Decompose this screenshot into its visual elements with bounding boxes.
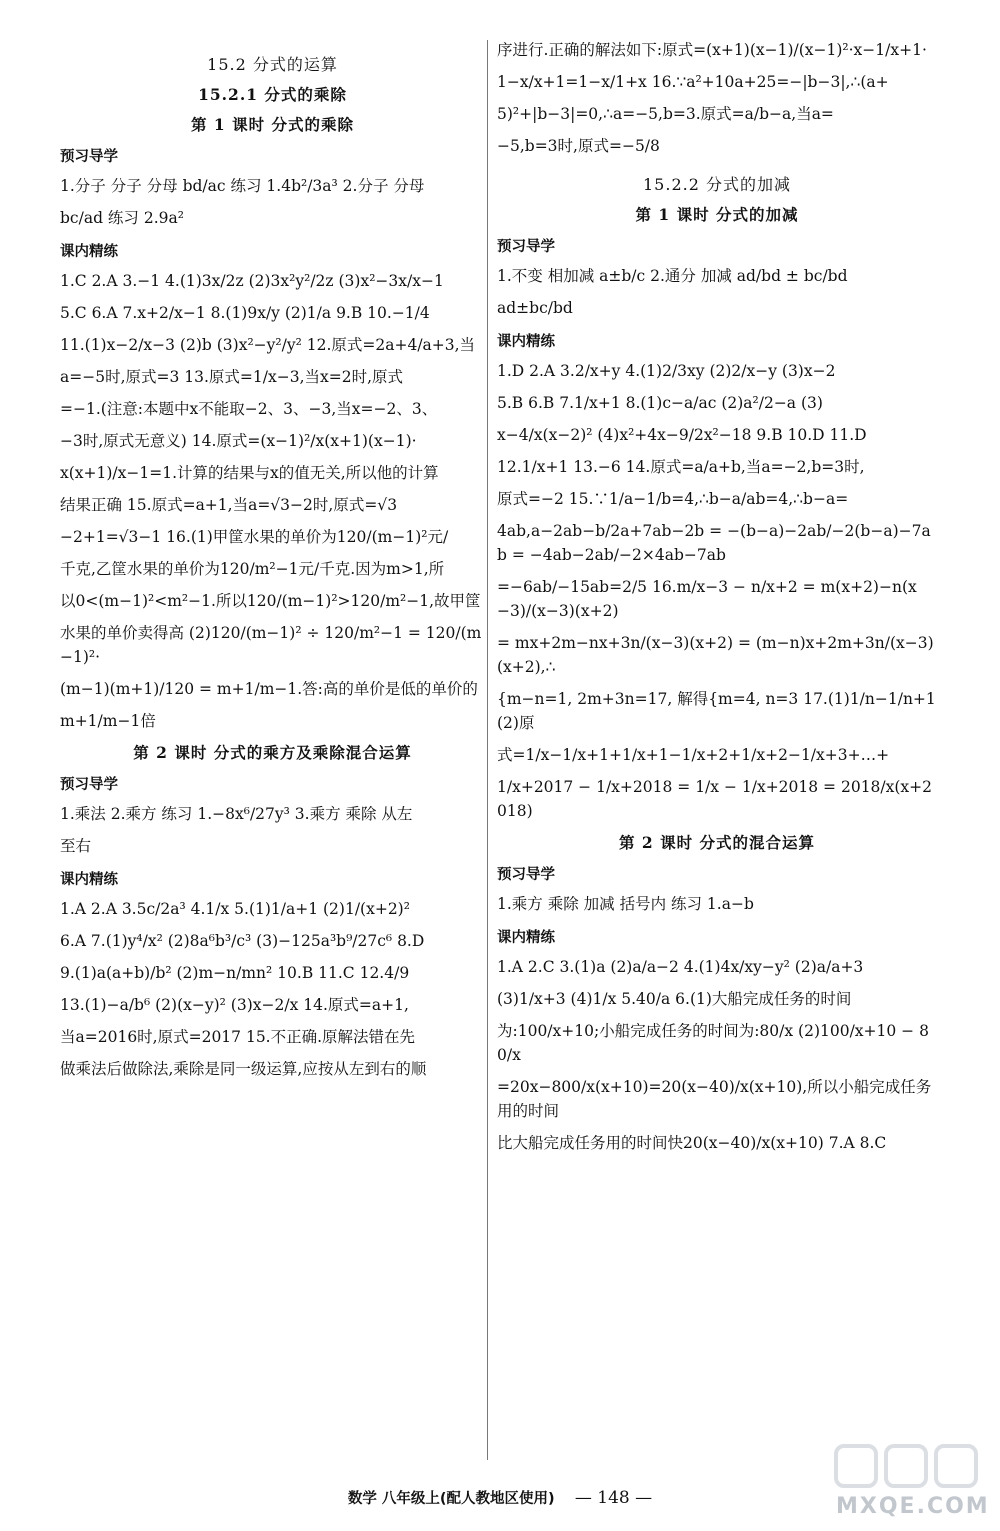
answer-line: m+1/m−1倍 [60, 712, 156, 731]
answer-line: 5.C 6.A 7.x+2/x−1 8.(1)9x/y (2)1/a 9.B 10.−1/4 [60, 304, 430, 323]
answer-line: 千克,乙筐水果的单价为120/m²−1元/千克.因为m>1,所 [60, 560, 445, 579]
answer-line: 13.(1)−a/b⁶ (2)(x−y)² (3)x−2/x 14.原式=a+1, [60, 996, 409, 1015]
preview-label: 预习导学 [60, 777, 118, 794]
watermark-text: MXQE.COM [836, 1494, 990, 1519]
answer-line: 5.B 6.B 7.1/x+1 8.(1)c−a/ac (2)a²/2−a (3) [497, 394, 823, 413]
answer-line: 1/x+2017 − 1/x+2018 = 1/x − 1/x+2018 = 2018/x(x+2018) [497, 778, 933, 821]
answer-line: x−4/x(x−2)² (4)x²+4x−9/2x²−18 9.B 10.D 11.D [497, 426, 867, 445]
answer-line: 1.A 2.A 3.5c/2a³ 4.1/x 5.(1)1/a+1 (2)1/(x+2)² [60, 900, 410, 919]
preview-label: 预习导学 [497, 867, 555, 884]
preview-label: 预习导学 [60, 149, 118, 165]
practice-label: 课内精练 [497, 334, 555, 351]
answer-line: 原式=−2 15.∵1/a−1/b=4,∴b−a/ab=4,∴b−a= [497, 490, 849, 509]
lesson-title: 第 1 课时 分式的乘除 [191, 115, 354, 134]
answer-line: 1.乘法 2.乘方 练习 1.−8x⁶/27y³ 3.乘方 乘除 从左 [60, 805, 413, 824]
practice-label: 课内精练 [60, 872, 118, 889]
answer-line: 1.A 2.C 3.(1)a (2)a/a−2 4.(1)4x/xy−y² (2)a/a+3 [497, 958, 864, 977]
answer-line: =−6ab/−15ab=2/5 16.m/x−3 − n/x+2 = m(x+2)−n(x−3)/(x−3)(x+2) [497, 578, 917, 621]
preview-label: 预习导学 [497, 239, 555, 256]
answer-line: 做乘法后做除法,乘除是同一级运算,应按从左到右的顺 [60, 1060, 427, 1079]
answer-line: a=−5时,原式=3 13.原式=1/x−3,当x=2时,原式 [60, 368, 404, 387]
answer-line: 水果的单价卖得高 (2)120/(m−1)² ÷ 120/m²−1 = 120/(m−1)²· [60, 624, 482, 667]
subsection-title: 15.2.1 分式的乘除 [198, 85, 347, 104]
page-number: — 148 — [574, 1488, 653, 1508]
lesson-title: 第 2 课时 分式的混合运算 [619, 833, 815, 853]
answer-line: −2+1=√3−1 16.(1)甲筐水果的单价为120/(m−1)²元/ [60, 528, 449, 547]
answer-line: 1.分子 分子 分母 bd/ac 练习 1.4b²/3a³ 2.分子 分母 [60, 177, 425, 195]
answer-line: 式=1/x−1/x+1+1/x+1−1/x+2+1/x+2−1/x+3+…+ [497, 746, 890, 765]
answer-line: =20x−800/x(x+10)=20(x−40)/x(x+10),所以小船完成任务用的时间 [497, 1078, 932, 1121]
book-title: 数学 八年级上(配人教地区使用) [347, 1491, 555, 1507]
subsection-title: 15.2.2 分式的加减 [643, 175, 791, 195]
left-column [60, 38, 485, 1089]
answer-line: 9.(1)a(a+b)/b² (2)m−n/mn² 10.B 11.C 12.4/9 [60, 964, 410, 983]
answer-line: 1.不变 相加减 a±b/c 2.通分 加减 ad/bd ± bc/bd [497, 267, 848, 286]
practice-label: 课内精练 [60, 244, 118, 261]
answer-line: (m−1)(m+1)/120 = m+1/m−1.答:高的单价是低的单价的 [60, 680, 478, 699]
answer-line: 以0<(m−1)²<m²−1.所以120/(m−1)²>120/m²−1,故甲筐 [60, 592, 481, 611]
section-title: 15.2 分式的运算 [207, 55, 338, 74]
answer-line: 为:100/x+10;小船完成任务的时间为:80/x (2)100/x+10 − 80/x [497, 1022, 929, 1065]
answer-line: 序进行.正确的解法如下:原式=(x+1)(x−1)/(x−1)²·x−1/x+1· [497, 41, 927, 59]
answer-line: bc/ad 练习 2.9a² [60, 209, 184, 228]
answer-line: 1.乘方 乘除 加减 括号内 练习 1.a−b [497, 895, 754, 914]
answer-line: 5)²+|b−3|=0,∴a=−5,b=3.原式=a/b−a,当a= [497, 105, 834, 124]
answer-line: 1.C 2.A 3.−1 4.(1)3x/2z (2)3x²y²/2z (3)x²−3x/x−1 [60, 272, 444, 291]
answer-line: 当a=2016时,原式=2017 15.不正确.原解法错在先 [60, 1028, 416, 1047]
answer-line: (3)1/x+3 (4)1/x 5.40/a 6.(1)大船完成任务的时间 [497, 990, 852, 1009]
answer-line: x(x+1)/x−1=1.计算的结果与x的值无关,所以他的计算 [60, 464, 439, 483]
answer-line: −3时,原式无意义) 14.原式=(x−1)²/x(x+1)(x−1)· [60, 432, 417, 451]
lesson-title: 第 2 课时 分式的乘方及乘除混合运算 [133, 743, 412, 763]
answer-line: 11.(1)x−2/x−3 (2)b (3)x²−y²/y² 12.原式=2a+4/a+3,当 [60, 336, 476, 355]
answer-line: 1−x/x+1=1−x/1+x 16.∵a²+10a+25=−|b−3|,∴(a+ [497, 73, 889, 92]
answer-line: {m−n=1, 2m+3n=17, 解得{m=4, n=3 17.(1)1/n−1/n+1 (2)原 [497, 690, 936, 733]
answer-line: 比大船完成任务用的时间快20(x−40)/x(x+10) 7.A 8.C [497, 1134, 887, 1153]
lesson-title: 第 1 课时 分式的加减 [635, 205, 799, 225]
answer-line: =−1.(注意:本题中x不能取−2、3、−3,当x=−2、3、 [60, 400, 438, 419]
practice-label: 课内精练 [497, 930, 555, 947]
column-divider [487, 40, 488, 1460]
answer-line: 4ab,a−2ab−b/2a+7ab−2b = −(b−a)−2ab/−2(b−a)−7ab = −4ab−2ab/−2×4ab−7ab [497, 522, 931, 565]
answer-line: −5,b=3时,原式=−5/8 [497, 137, 660, 156]
answer-line: 6.A 7.(1)y⁴/x² (2)8a⁶b³/c³ (3)−125a³b⁹/27c⁶ 8.D [60, 932, 425, 951]
answer-line: ad±bc/bd [497, 299, 573, 318]
answer-line: 至右 [60, 837, 92, 856]
answer-line: 1.D 2.A 3.2/x+y 4.(1)2/3xy (2)2/x−y (3)x−2 [497, 362, 836, 381]
answer-line: 12.1/x+1 13.−6 14.原式=a/a+b,当a=−2,b=3时, [497, 458, 865, 477]
right-column [497, 38, 937, 1163]
answer-line: = mx+2m−nx+3n/(x−3)(x+2) = (m−n)x+2m+3n/(x−3)(x+2),∴ [497, 634, 934, 677]
answer-line: 结果正确 15.原式=a+1,当a=√3−2时,原式=√3 [60, 496, 398, 515]
